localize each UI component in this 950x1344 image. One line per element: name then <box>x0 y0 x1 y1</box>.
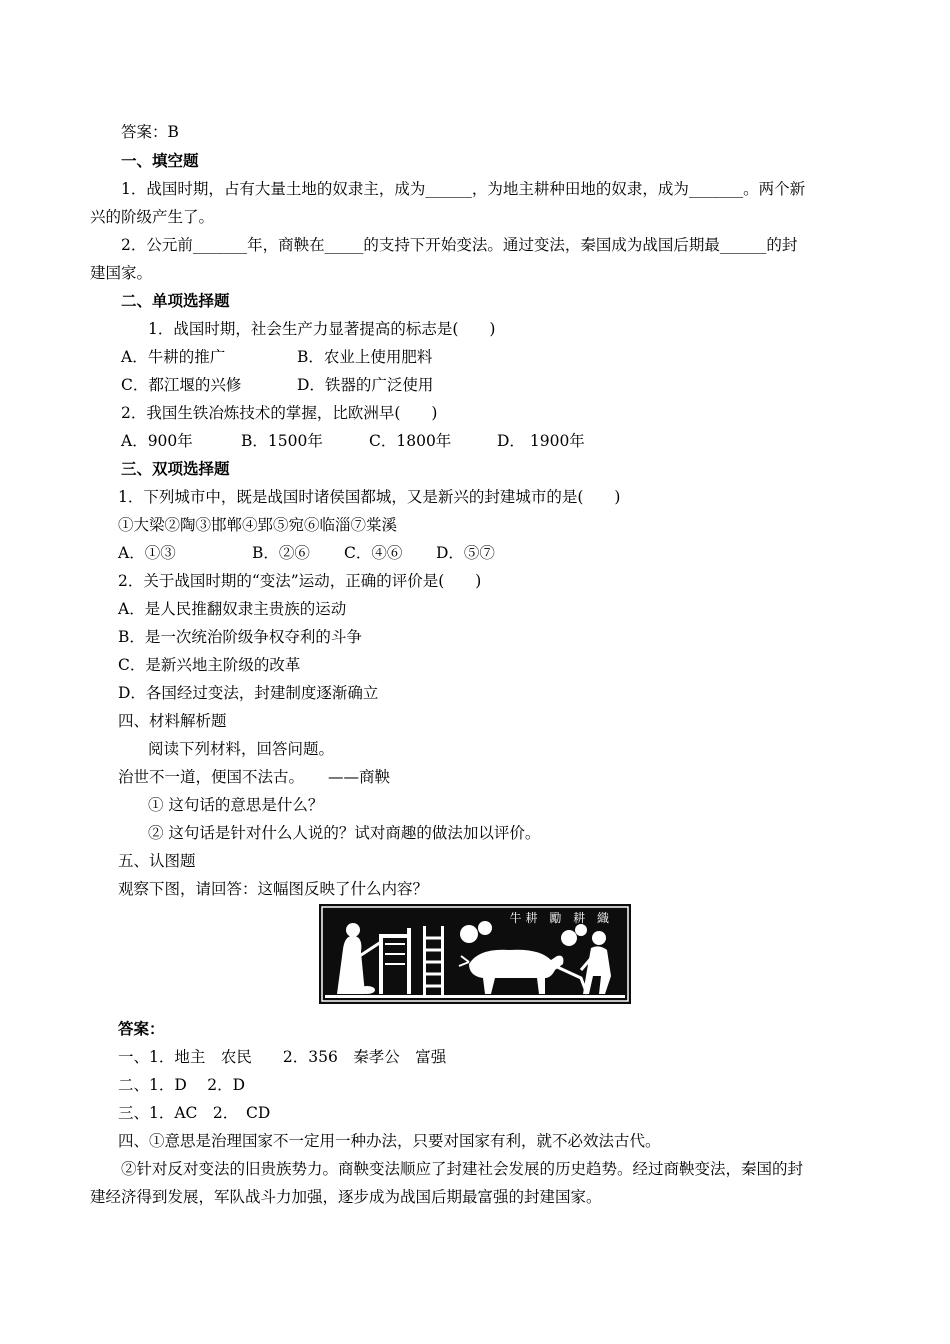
single-q2-options <box>121 431 585 451</box>
answers-section-2: 二、1．D 2．D <box>118 1076 246 1094</box>
figure-prompt: 观察下图，请回答：这幅图反映了什么内容？ <box>118 880 429 898</box>
option-a: A．①③ <box>118 544 176 562</box>
double-q2: 2．关于战国时期的“变法”运动，正确的评价是( ) <box>118 572 482 590</box>
top-answer: 答案：B <box>121 123 179 141</box>
section-3-title: 三、双项选择题 <box>121 459 230 478</box>
material-intro: 阅读下列材料，回答问题。 <box>148 740 335 758</box>
fill-q2-line1: 2．公元前_______年，商鞅在_____的支持下开始变法。通过变法，秦国成为战国后期最______的封 <box>121 236 798 254</box>
answers-section-1: 一、1．地主 农民 2．356 秦孝公 富强 <box>118 1048 447 1066</box>
option-a: A．牛耕的推广 <box>121 348 226 366</box>
option-d: D． 1900年 <box>497 432 585 450</box>
section-2-title: 二、单项选择题 <box>121 291 230 310</box>
option-b: B．②⑥ <box>252 544 310 562</box>
answers-section-4-q2-line2: 建经济得到发展，军队战斗力加强，逐步成为战国后期最富强的封建国家。 <box>90 1188 602 1206</box>
double-q1-options <box>118 543 495 563</box>
figure-caption: 牛耕 勵 耕 織 <box>509 911 613 925</box>
double-q2-option-b: B．是一次统治阶级争权夺利的斗争 <box>118 628 362 646</box>
section-5-title: 五、认图题 <box>118 852 196 870</box>
double-q2-option-c: C．是新兴地主阶级的改革 <box>118 656 301 674</box>
single-q1: 1．战国时期，社会生产力显著提高的标志是( ) <box>148 320 496 338</box>
section-1-title: 一、填空题 <box>121 151 199 170</box>
quote-text: 治世不一道，便国不法古。 <box>118 768 305 786</box>
double-q2-option-a: A．是人民推翻奴隶主贵族的运动 <box>118 600 347 618</box>
option-a: A．900年 <box>121 432 193 450</box>
material-quote <box>118 767 390 787</box>
fill-q1-line1: 1．战国时期，占有大量土地的奴隶主，成为______，为地主耕种田地的奴隶，成为_______。两个新 <box>121 180 806 198</box>
answers-section-4-q2-line1: ②针对反对变法的旧贵族势力。商鞅变法顺应了封建社会发展的历史趋势。经过商鞅变法，秦国的封 <box>121 1160 804 1178</box>
answers-section-3: 三、1．AC 2． CD <box>118 1104 271 1122</box>
option-d: D．⑤⑦ <box>436 544 495 562</box>
ox-plowing-figure <box>319 904 631 1004</box>
material-q2: ② 这句话是针对什么人说的？试对商趣的做法加以评价。 <box>148 824 541 842</box>
answers-title: 答案： <box>118 1019 165 1038</box>
material-q1: ① 这句话的意思是什么？ <box>148 796 324 814</box>
option-c: C．都江堰的兴修 <box>121 376 242 394</box>
single-q1-options-row1 <box>121 347 432 367</box>
option-d: D．铁器的广泛使用 <box>297 376 434 394</box>
double-q1-items: ①大梁②陶③邯郸④郢⑤宛⑥临淄⑦棠溪 <box>118 516 398 534</box>
single-q1-options-row2 <box>121 375 433 395</box>
quote-author: ——商鞅 <box>328 768 391 786</box>
option-b: B．农业上使用肥料 <box>297 348 433 366</box>
fill-q2-line2: 建国家。 <box>90 264 153 282</box>
double-q1: 1．下列城市中，既是战国时诸侯国都城，又是新兴的封建城市的是( ) <box>118 488 621 506</box>
answers-section-4-q1: 四、①意思是治理国家不一定用一种办法，只要对国家有利，就不必效法古代。 <box>118 1132 661 1150</box>
option-c: C．1800年 <box>369 432 452 450</box>
option-b: B．1500年 <box>241 432 323 450</box>
single-q2: 2．我国生铁冶炼技术的掌握，比欧洲早( ) <box>121 404 438 422</box>
option-c: C．④⑥ <box>344 544 403 562</box>
fill-q1-line2: 兴的阶级产生了。 <box>90 208 215 226</box>
section-4-title: 四、材料解析题 <box>118 712 227 730</box>
double-q2-option-d: D．各国经过变法，封建制度逐渐确立 <box>118 684 379 702</box>
